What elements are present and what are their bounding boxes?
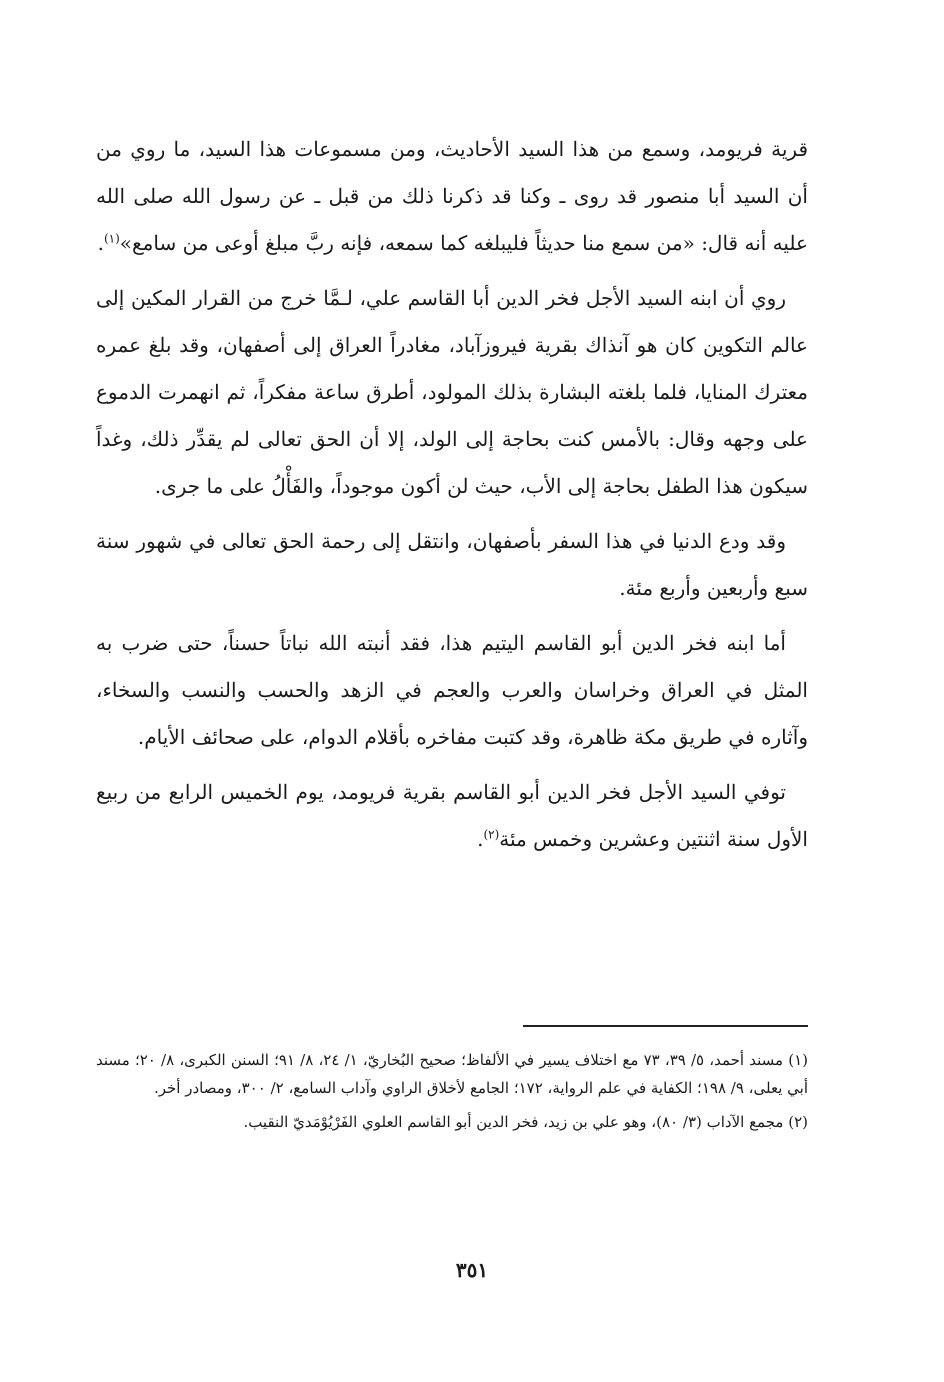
paragraph-2: روي أن ابنه السيد الأجل فخر الدين أبا القاسم علي، لـمَّا خرج من القرار المكين إلى عالم التكوين كان هو آنذاك بقرية فيروزآباد، مغادراً العراق إلى أصفهان، وقد بلغ عمره معترك المنايا، فلما بلغته البشارة بذلك المولود، أطرق ساعة مفكراً، ثم انهمرت الدموع على وجهه وقال: بالأمس كنت بحاجة إلى الولد، إلا أن الحق تعالى لم يقدِّر ذلك، وغداً سيكون هذا الطفل بحاجة إلى الأب، حيث لن أكون موجوداً، والفَأْلُ على ما جرى. bbox=[96, 286, 808, 498]
footnote-1: (١) مسند أحمد، ٥/ ٣٩، ٧٣ مع اختلاف يسير في الألفاظ؛ صحيح البُخاريّ، ١/ ٢٤، ٨/ ٩١؛ السنن الكبرى، ٨/ ٢٠؛ مسند أبي يعلى، ٩/ ١٩٨؛ الكفاية في علم الرواية، ١٧٢؛ الجامع لأخلاق الراوي وآداب السامع، ٢/ ٣٠٠، ومصادر أخر. bbox=[96, 1051, 809, 1097]
main-text bbox=[96, 126, 808, 863]
paragraph-3: وقد ودع الدنيا في هذا السفر بأصفهان، وانتقل إلى رحمة الحق تعالى في شهور سنة سبع وأربعين وأربع مئة. bbox=[96, 529, 808, 600]
footnote-ref-2[interactable]: (٢) bbox=[483, 827, 500, 842]
paragraph-4: أما ابنه فخر الدين أبو القاسم اليتيم هذا، فقد أنبته الله نباتاً حسناً، حتى ضرب به المثل في العراق وخراسان والعرب والعجم في الزهد والحسب والنسب والسخاء، وآثاره في طريق مكة ظاهرة، وقد كتبت مفاخره بأقلام الدوام، على صحائف الأيام. bbox=[96, 631, 808, 749]
paragraph-5: توفي السيد الأجل فخر الدين أبو القاسم بقرية فريومد، يوم الخميس الرابع من ربيع الأول سنة اثنتين وعشرين وخمس مئة$^{(٢)}$. bbox=[96, 780, 808, 851]
footnotes bbox=[96, 1046, 808, 1142]
page-body bbox=[96, 126, 808, 863]
footnote-divider bbox=[523, 1025, 808, 1027]
footnote-ref-1[interactable]: (١) bbox=[103, 231, 120, 246]
footnote-2: (٢) مجمع الآداب (٣/ ٨٠)، وهو علي بن زيد، فخر الدين أبو القاسم العلوي الفَرْيُوْمَديّ النقيب. bbox=[243, 1113, 808, 1131]
page-number: ٣٥١ bbox=[455, 1258, 489, 1282]
paragraph-1: قرية فريومد، وسمع من هذا السيد الأحاديث، ومن مسموعات هذا السيد، ما روي من أن السيد أبا منصور قد روى ـ وكنا قد ذكرنا ذلك من قبل ـ عن رسول الله صلى الله عليه أنه قال: «من سمع منا حديثاً فليبلغه كما سمعه، فإنه ربَّ مبلغ أوعى من سامع»$^{(١)}$. bbox=[96, 137, 808, 255]
